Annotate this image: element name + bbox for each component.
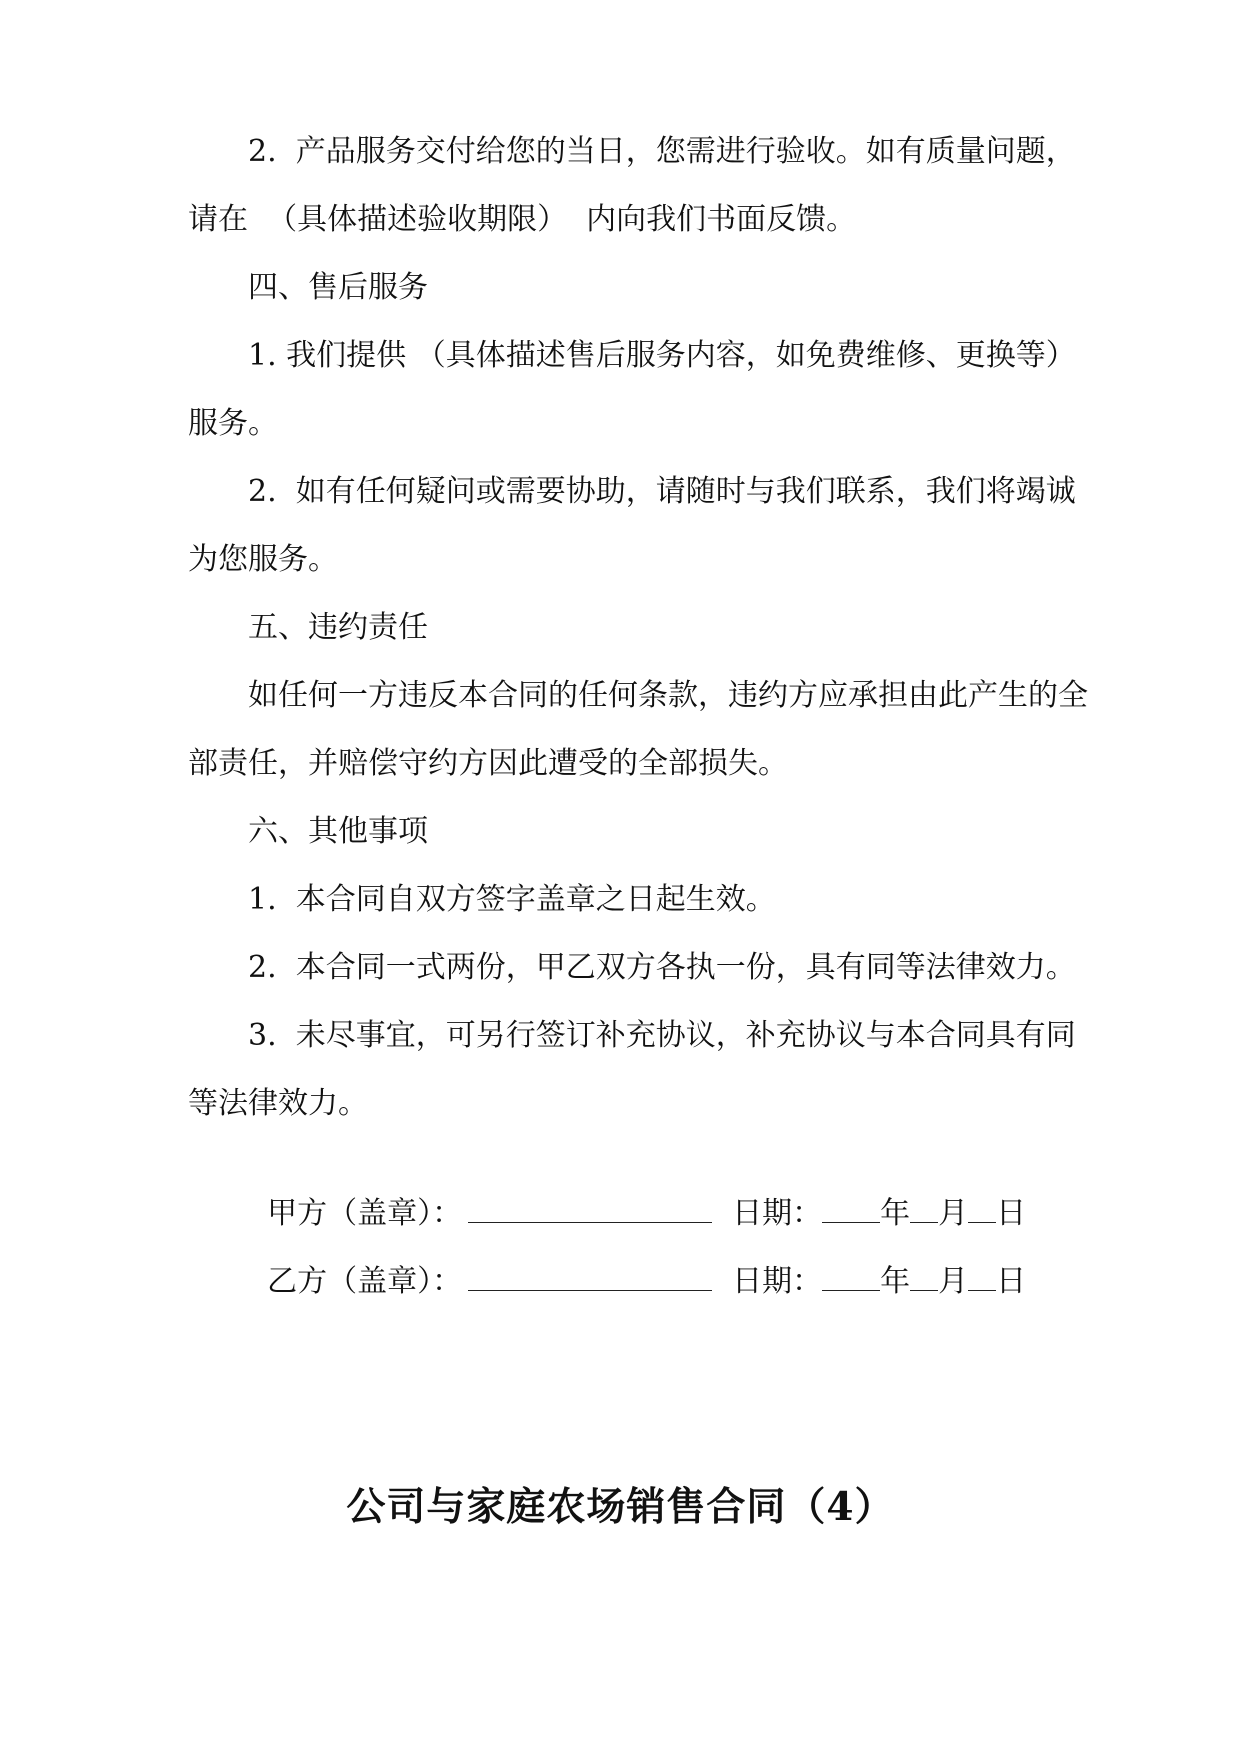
party-b-year-blank (822, 1260, 880, 1291)
party-a-day-blank (968, 1192, 996, 1223)
section3-item2-line2: 请在 （具体描述验收期限） 内向我们书面反馈。 (188, 202, 857, 237)
section4-item1-line2: 服务。 (188, 406, 278, 441)
section6-item3-line1: 3. 未尽事宜，可另行签订补充协议，补充协议与本合同具有同 (248, 1018, 1076, 1053)
party-b-day-label: 日 (996, 1264, 1027, 1299)
section5-para-line1: 如任何一方违反本合同的任何条款，违约方应承担由此产生的全 (248, 678, 1088, 713)
section6-item2: 2. 本合同一式两份，甲乙双方各执一份，具有同等法律效力。 (248, 950, 1076, 985)
section4-heading: 四、售后服务 (248, 270, 428, 305)
party-b-month-blank (910, 1260, 938, 1291)
section4-item2-line1: 2. 如有任何疑问或需要协助，请随时与我们联系，我们将竭诚 (248, 474, 1076, 509)
party-b-label: 乙方（盖章）： (267, 1264, 463, 1299)
section3-item2-line1: 2. 产品服务交付给您的当日，您需进行验收。如有质量问题， (248, 134, 1076, 169)
party-b-date-label: 日期： (732, 1264, 823, 1299)
party-b-signature-line (248, 1220, 1026, 1302)
party-b-year-label: 年 (880, 1264, 911, 1299)
party-a-day-label: 日 (996, 1196, 1027, 1231)
party-b-seal-blank (468, 1260, 712, 1291)
section6-item1: 1. 本合同自双方签字盖章之日起生效。 (248, 882, 776, 917)
section4-item1-line1: 1. 我们提供 （具体描述售后服务内容，如免费维修、更换等） (248, 338, 1076, 373)
party-b-month-label: 月 (938, 1264, 969, 1299)
next-contract-title: 公司与家庭农场销售合同（4） (346, 1484, 895, 1530)
section4-item2-line2: 为您服务。 (188, 542, 338, 577)
party-a-month-blank (910, 1192, 938, 1223)
party-a-year-blank (822, 1192, 880, 1223)
party-a-label: 甲方（盖章）： (267, 1196, 463, 1231)
section6-heading: 六、其他事项 (248, 814, 428, 849)
party-a-seal-blank (468, 1192, 712, 1223)
party-b-day-blank (968, 1260, 996, 1291)
party-a-month-label: 月 (938, 1196, 969, 1231)
section6-item3-line2: 等法律效力。 (188, 1086, 368, 1121)
party-a-year-label: 年 (880, 1196, 911, 1231)
party-a-date-label: 日期： (732, 1196, 823, 1231)
section5-heading: 五、违约责任 (248, 610, 428, 645)
section5-para-line2: 部责任，并赔偿守约方因此遭受的全部损失。 (188, 746, 788, 781)
